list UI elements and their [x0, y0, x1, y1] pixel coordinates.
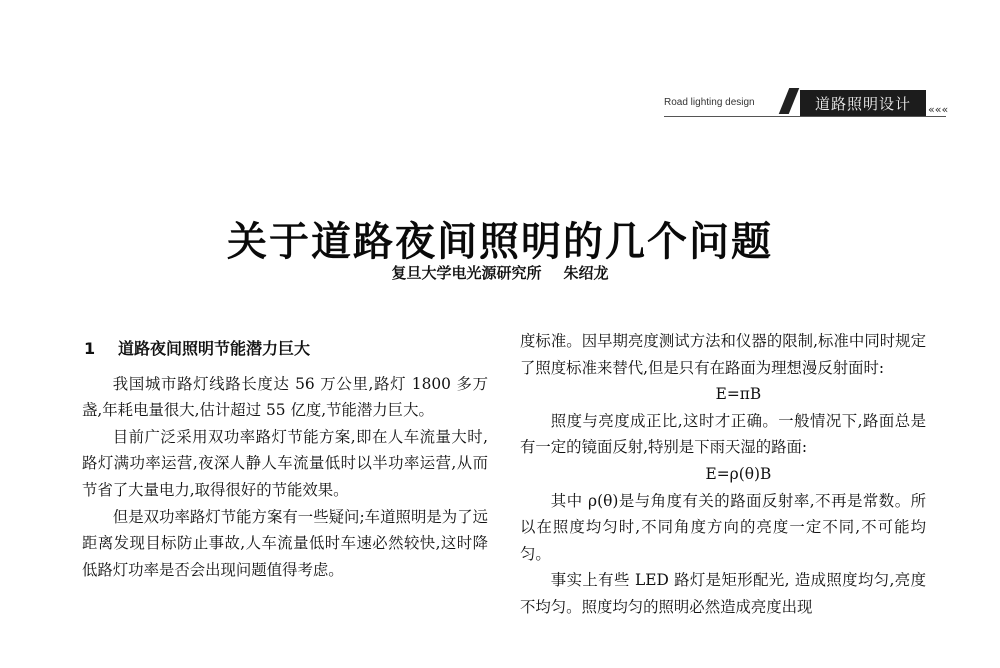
section-heading [84, 336, 488, 363]
running-header-english: Road lighting design [664, 97, 755, 108]
running-header-chinese: 道路照明设计 [800, 90, 926, 116]
chevrons-icon: ««« [928, 103, 949, 116]
paragraph: 其中 ρ(θ)是与角度有关的路面反射率,不再是常数。所以在照度均匀时,不同角度方向的亮度一定不同,不可能均匀。 [520, 491, 926, 563]
formula: E=πB [715, 385, 762, 404]
paragraph: 目前广泛采用双功率路灯节能方案,即在人车流量大时,路灯满功率运营,夜深人静人车流量低时以半功率运营,从而节省了大量电力,取得很好的节能效果。 [82, 427, 488, 499]
paragraph: 事实上有些 LED 路灯是矩形配光, 造成照度均匀,亮度不均匀。照度均匀的照明必然造成亮度出现 [520, 571, 926, 616]
header-slash-decoration [779, 88, 800, 114]
paragraph: 但是双功率路灯节能方案有一些疑问;车道照明是为了远距离发现目标防止事故,人车流量低时车速必然较快,这时降低路灯功率是否会出现问题值得考虑。 [82, 507, 488, 579]
byline [0, 262, 1000, 283]
article-title: 关于道路夜间照明的几个问题 [227, 218, 773, 265]
paragraph: 照度与亮度成正比,这时才正确。一般情况下,路面总是有一定的镜面反射,特别是下雨天湿的路面: [520, 411, 926, 457]
author: 朱绍龙 [563, 264, 609, 282]
right-column [520, 328, 926, 621]
paragraph: 我国城市路灯线路长度达 56 万公里,路灯 1800 多万盏,年耗电量很大,估计超过 55 亿度,节能潜力巨大。 [82, 374, 488, 420]
formula: E=ρ(θ)B [705, 464, 772, 483]
affiliation: 复旦大学电光源研究所 [391, 264, 542, 282]
left-column [82, 328, 488, 583]
paragraph: 度标准。因早期亮度测试方法和仪器的限制,标准中同时规定了照度标准来替代,但是只有在路面为理想漫反射面时: [520, 332, 926, 377]
section-title: 道路夜间照明节能潜力巨大 [118, 339, 311, 358]
section-number: 1 [84, 339, 96, 358]
header-rule [664, 116, 946, 117]
